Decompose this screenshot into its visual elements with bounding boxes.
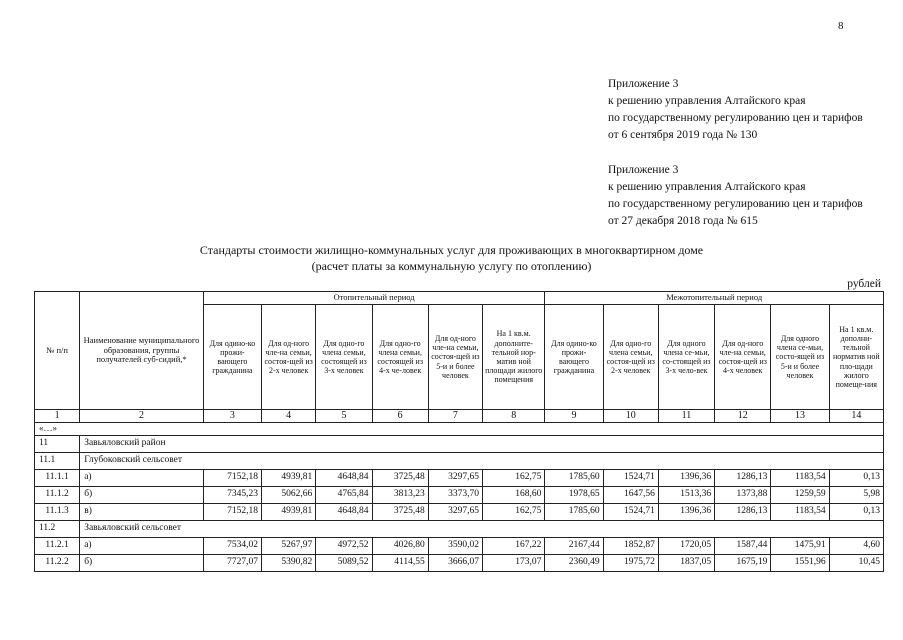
value-cell: 3666,07 — [428, 555, 482, 572]
value-cell: 4972,52 — [316, 538, 372, 555]
value-cell: 4114,55 — [372, 555, 428, 572]
group-code: 11.2 — [35, 521, 80, 538]
header-nonheating-col: Для одино-ко прожи-вающего гражданина — [545, 305, 603, 410]
document-title — [0, 242, 903, 274]
value-cell: 3725,48 — [372, 470, 428, 487]
value-cell: 162,75 — [483, 470, 545, 487]
value-cell: 1286,13 — [715, 504, 771, 521]
value-cell: 1587,44 — [715, 538, 771, 555]
value-cell: 7727,07 — [203, 555, 261, 572]
value-cell: 0,13 — [829, 470, 883, 487]
appendix-current-line-2: к решению управления Алтайского края — [608, 95, 806, 107]
table-row — [35, 538, 884, 555]
header-name: Наименование муниципального образования, группы получателей суб-сидий,* — [80, 292, 204, 410]
value-cell: 4648,84 — [316, 504, 372, 521]
group-row — [35, 453, 884, 470]
header-nonheating-period: Межотопительный период — [545, 292, 884, 305]
column-number: 7 — [428, 410, 482, 423]
value-cell: 1475,91 — [771, 538, 829, 555]
value-cell: 7345,23 — [203, 487, 261, 504]
group-row — [35, 521, 884, 538]
value-cell: 1675,19 — [715, 555, 771, 572]
tariff-table — [34, 291, 884, 572]
appendix-previous-line-2: к решению управления Алтайского края — [608, 181, 806, 193]
title-line-1: Стандарты стоимости жилищно-коммунальных услуг для проживающих в многоквартирном доме — [199, 243, 704, 257]
value-cell: 5089,52 — [316, 555, 372, 572]
value-cell: 1259,59 — [771, 487, 829, 504]
column-number: 9 — [545, 410, 603, 423]
header-heating-col: Для одно-го члена семьи, состоящей из 4-х че-ловек — [372, 305, 428, 410]
column-number: 5 — [316, 410, 372, 423]
value-cell: 10,45 — [829, 555, 883, 572]
value-cell: 3373,70 — [428, 487, 482, 504]
header-nonheating-col: Для одного члена се-мьи, со-стоящей из 3-х чело-век — [658, 305, 714, 410]
appendix-current-line-1: Приложение 3 — [608, 78, 679, 90]
row-label: в) — [80, 504, 204, 521]
group-name: Глубоковский сельсовет — [80, 453, 884, 470]
column-number: 14 — [829, 410, 883, 423]
appendix-current-line-4: от 6 сентября 2019 года № 130 — [608, 129, 758, 141]
column-number: 13 — [771, 410, 829, 423]
group-name: Завьяловский сельсовет — [80, 521, 884, 538]
value-cell: 3725,48 — [372, 504, 428, 521]
column-number: 12 — [715, 410, 771, 423]
value-cell: 1978,65 — [545, 487, 603, 504]
value-cell: 1524,71 — [603, 504, 658, 521]
value-cell: 3590,02 — [428, 538, 482, 555]
title-line-2: (расчет платы за коммунальную услугу по отоплению) — [311, 259, 592, 273]
table-row — [35, 504, 884, 521]
units-label: рублей — [847, 278, 881, 290]
appendix-previous-line-1: Приложение 3 — [608, 164, 679, 176]
row-label: а) — [80, 538, 204, 555]
group-code: 11.1 — [35, 453, 80, 470]
value-cell: 1396,36 — [658, 504, 714, 521]
row-code: 11.1.2 — [35, 487, 80, 504]
value-cell: 1720,05 — [658, 538, 714, 555]
header-nonheating-col: Для од-ного чле-на семьи, состоя-щей из 4-х человек — [715, 305, 771, 410]
column-number: 10 — [603, 410, 658, 423]
district-code: 11 — [35, 436, 80, 453]
value-cell: 4026,80 — [372, 538, 428, 555]
value-cell: 5390,82 — [262, 555, 316, 572]
value-cell: 1647,56 — [603, 487, 658, 504]
value-cell: 168,60 — [483, 487, 545, 504]
header-heating-col: Для одино-ко прожи-вающего гражданина — [203, 305, 261, 410]
value-cell: 1551,96 — [771, 555, 829, 572]
value-cell: 167,22 — [483, 538, 545, 555]
appendix-previous-line-4: от 27 декабря 2018 года № 615 — [608, 215, 758, 227]
value-cell: 3813,23 — [372, 487, 428, 504]
value-cell: 0,13 — [829, 504, 883, 521]
column-number: 2 — [80, 410, 204, 423]
header-nonheating-col: Для одно-го члена семьи, состоя-щей из 2-х человек — [603, 305, 658, 410]
value-cell: 4,60 — [829, 538, 883, 555]
table-row — [35, 487, 884, 504]
value-cell: 1286,13 — [715, 470, 771, 487]
table-row — [35, 470, 884, 487]
value-cell: 2167,44 — [545, 538, 603, 555]
row-code: 11.1.3 — [35, 504, 80, 521]
header-heating-col: На 1 кв.м. дополните-тельной нор-матив ной площади жилого помещения — [483, 305, 545, 410]
value-cell: 1373,88 — [715, 487, 771, 504]
header-heating-period: Отопительный период — [203, 292, 545, 305]
header-nonheating-col: На 1 кв.м. дополни-тельной норматив ной пло-щади жилого помеще-ния — [829, 305, 883, 410]
value-cell: 173,07 — [483, 555, 545, 572]
row-label: б) — [80, 487, 204, 504]
value-cell: 1785,60 — [545, 470, 603, 487]
value-cell: 7152,18 — [203, 470, 261, 487]
value-cell: 4939,81 — [262, 470, 316, 487]
appendix-previous — [608, 162, 863, 230]
value-cell: 162,75 — [483, 504, 545, 521]
header-num: № п/п — [35, 292, 80, 410]
row-label: б) — [80, 555, 204, 572]
appendix-previous-line-3: по государственному регулированию цен и тарифов — [608, 198, 863, 210]
row-label: а) — [80, 470, 204, 487]
value-cell: 1183,54 — [771, 470, 829, 487]
value-cell: 2360,49 — [545, 555, 603, 572]
value-cell: 7534,02 — [203, 538, 261, 555]
column-number: 1 — [35, 410, 80, 423]
row-code: 11.2.1 — [35, 538, 80, 555]
header-heating-col: Для од-ного чле-на семьи, состоя-щей из 5-и и более человек — [428, 305, 482, 410]
value-cell: 5267,97 — [262, 538, 316, 555]
value-cell: 5,98 — [829, 487, 883, 504]
value-cell: 1183,54 — [771, 504, 829, 521]
row-code: 11.2.2 — [35, 555, 80, 572]
value-cell: 1975,72 — [603, 555, 658, 572]
header-heating-col: Для одно-го члена семьи, состоящей из 3-х человек — [316, 305, 372, 410]
column-number: 11 — [658, 410, 714, 423]
value-cell: 3297,65 — [428, 504, 482, 521]
value-cell: 4939,81 — [262, 504, 316, 521]
column-number: 3 — [203, 410, 261, 423]
value-cell: 1513,36 — [658, 487, 714, 504]
column-number: 8 — [483, 410, 545, 423]
row-code: 11.1.1 — [35, 470, 80, 487]
ellipsis-cell: «…» — [35, 423, 884, 436]
column-number: 6 — [372, 410, 428, 423]
table-row — [35, 555, 884, 572]
column-number: 4 — [262, 410, 316, 423]
district-row — [35, 436, 884, 453]
value-cell: 3297,65 — [428, 470, 482, 487]
value-cell: 7152,18 — [203, 504, 261, 521]
value-cell: 1524,71 — [603, 470, 658, 487]
appendix-current-line-3: по государственному регулированию цен и тарифов — [608, 112, 863, 124]
header-heating-col: Для од-ного чле-на семьи, состоя-щей из 2-х человек — [262, 305, 316, 410]
district-name: Завьяловский район — [80, 436, 884, 453]
value-cell: 4648,84 — [316, 470, 372, 487]
ellipsis-row — [35, 423, 884, 436]
header-nonheating-col: Для одного члена се-мьи, состо-ящей из 5-и и более человек — [771, 305, 829, 410]
value-cell: 1837,05 — [658, 555, 714, 572]
page-number: 8 — [838, 20, 844, 32]
value-cell: 4765,84 — [316, 487, 372, 504]
column-number-row — [35, 410, 884, 423]
value-cell: 5062,66 — [262, 487, 316, 504]
value-cell: 1852,87 — [603, 538, 658, 555]
appendix-current — [608, 76, 863, 144]
value-cell: 1396,36 — [658, 470, 714, 487]
value-cell: 1785,60 — [545, 504, 603, 521]
